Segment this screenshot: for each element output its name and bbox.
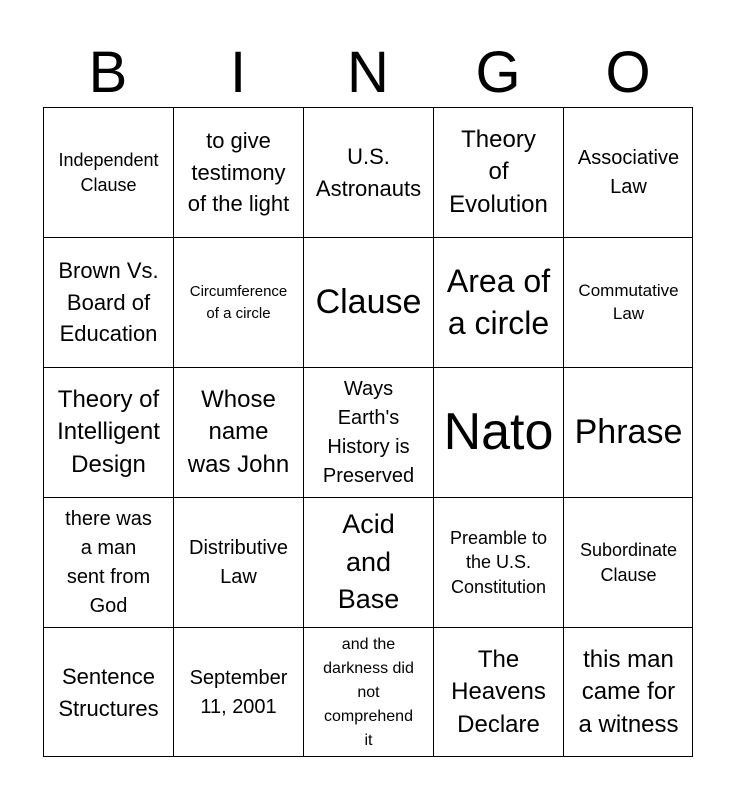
bingo-cell: Commutative Law	[563, 237, 693, 367]
bingo-cell: this man came for a witness	[563, 627, 693, 757]
bingo-cell: Clause	[303, 237, 433, 367]
bingo-cell: September 11, 2001	[173, 627, 303, 757]
bingo-header	[43, 40, 693, 106]
header-letter-i: I	[229, 40, 247, 105]
bingo-cell: Associative Law	[563, 107, 693, 237]
bingo-cell: The Heavens Declare	[433, 627, 563, 757]
bingo-cell: Circumference of a circle	[173, 237, 303, 367]
bingo-cell: U.S. Astronauts	[303, 107, 433, 237]
header-letter-n: N	[347, 40, 389, 105]
bingo-cell: Acid and Base	[303, 497, 433, 627]
bingo-cell: Sentence Structures	[43, 627, 173, 757]
bingo-cell: and the darkness did not comprehend it	[303, 627, 433, 757]
bingo-grid	[43, 107, 693, 757]
bingo-cell: Distributive Law	[173, 497, 303, 627]
bingo-cell: Nato	[433, 367, 563, 497]
bingo-cell: Area of a circle	[433, 237, 563, 367]
header-letter-g: G	[475, 40, 521, 105]
bingo-cell: Preamble to the U.S. Constitution	[433, 497, 563, 627]
bingo-cell: there was a man sent from God	[43, 497, 173, 627]
header-letter-b: B	[88, 40, 128, 105]
bingo-cell: to give testimony of the light	[173, 107, 303, 237]
bingo-cell: Brown Vs. Board of Education	[43, 237, 173, 367]
bingo-cell: Ways Earth's History is Preserved	[303, 367, 433, 497]
bingo-cell: Theory of Intelligent Design	[43, 367, 173, 497]
bingo-cell: Whose name was John	[173, 367, 303, 497]
bingo-cell: Theory of Evolution	[433, 107, 563, 237]
bingo-cell: Subordinate Clause	[563, 497, 693, 627]
bingo-cell: Phrase	[563, 367, 693, 497]
bingo-cell: Independent Clause	[43, 107, 173, 237]
header-letter-o: O	[605, 40, 651, 105]
